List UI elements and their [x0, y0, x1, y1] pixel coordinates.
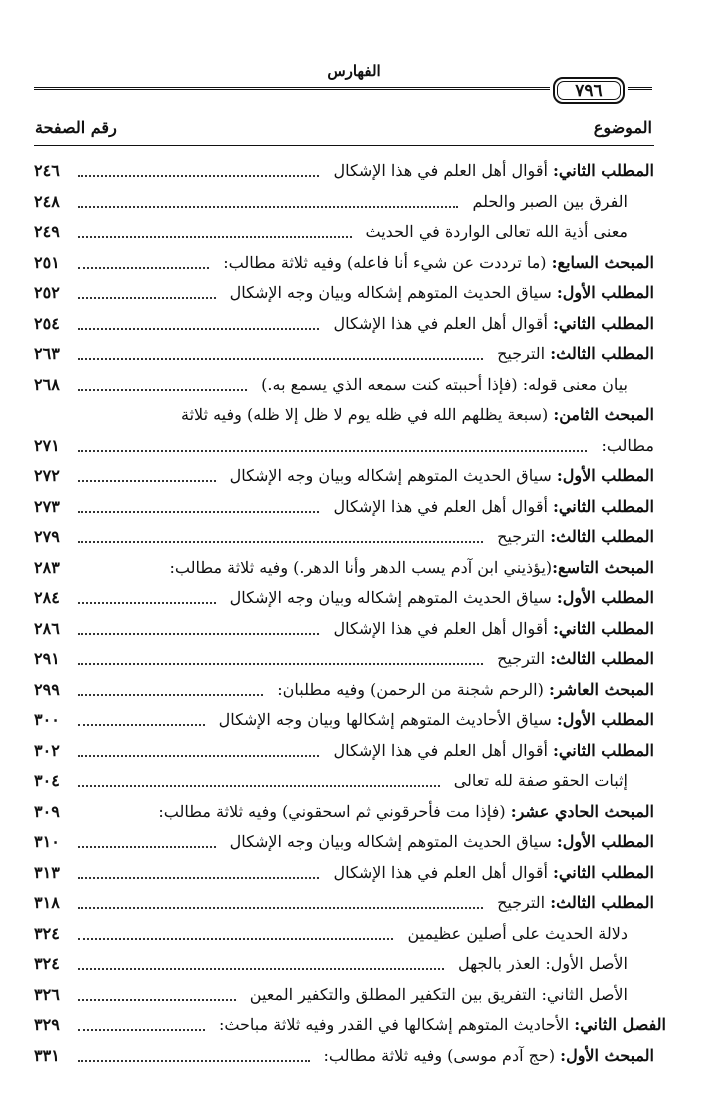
toc-entry-label: المطلب الثالث: [550, 527, 654, 546]
dot-leader [78, 480, 216, 482]
toc-entry [34, 309, 654, 339]
toc-entry-topic [327, 858, 654, 888]
toc-entry-page-number: ٣٠٩ [34, 801, 60, 821]
toc-entry-text: الفرق بين الصبر والحلم [472, 191, 628, 211]
dot-leader [78, 846, 216, 848]
dot-leader [78, 358, 483, 360]
toc-entry [34, 1010, 666, 1040]
dot-leader [78, 633, 319, 635]
toc-entry [34, 919, 654, 949]
toc-entry-label: المطلب الأول: [556, 466, 654, 485]
toc-entry-topic [271, 675, 654, 705]
toc-entry-topic [224, 827, 654, 857]
toc-entry-label: المطلب الثالث: [550, 344, 654, 363]
toc-entry-page-number: ٢٨٣ [34, 557, 60, 577]
toc-entry-text: الترجيح [497, 527, 551, 546]
toc-entry-page-number: ٣٠٤ [34, 771, 60, 790]
toc-entry-text: سياق الحديث المتوهم إشكاله وبيان وجه الإشكال [229, 832, 557, 851]
toc-entry-page-number: ٢٧١ [34, 435, 60, 455]
toc-entry-text: (حج آدم موسى) وفيه ثلاثة مطالب: [323, 1045, 561, 1065]
toc-entry-text: (ما ترددت عن شيء أنا فاعله) وفيه ثلاثة مطالب: [223, 252, 552, 272]
toc-entry-topic [327, 309, 654, 339]
toc-entry-page-number: ٢٧٢ [34, 466, 60, 485]
toc-entry [34, 461, 654, 491]
dot-leader [78, 755, 319, 757]
toc-entry-page-number: ٣٠٢ [34, 740, 60, 760]
column-header-page: رقم الصفحة [35, 118, 117, 137]
toc-entry-page-number: ٣١٣ [34, 862, 60, 882]
toc-entry-label: المطلب الثالث: [550, 649, 654, 668]
page-number: ٧٩٦ [575, 80, 603, 101]
dot-leader [78, 1060, 310, 1062]
toc-entry-page-number: ٣١٠ [34, 832, 60, 851]
toc-entry-label: المبحث الثامن: [553, 405, 654, 424]
dot-leader [78, 785, 440, 787]
dot-leader [78, 267, 209, 269]
toc-entry-label: المبحث التاسع: [552, 557, 654, 577]
toc-entry-page-number: ٢٩١ [34, 649, 60, 668]
toc-entry [34, 400, 654, 430]
toc-entry [34, 339, 654, 369]
dot-leader [78, 450, 587, 452]
dot-leader [78, 694, 263, 696]
dot-leader [78, 602, 216, 604]
toc-entry [34, 278, 654, 308]
toc-entry-text: (فإذا مت فأحرقوني ثم اسحقوني) وفيه ثلاثة مطالب: [158, 801, 511, 821]
header-rule [34, 87, 550, 90]
toc-entry [34, 248, 654, 278]
toc-entry-page-number: ٢٤٩ [34, 222, 60, 241]
toc-entry-text: دلالة الحديث على أصلين عظيمين [407, 923, 628, 943]
toc-entry [34, 522, 654, 552]
toc-entry [34, 766, 654, 796]
dot-leader [78, 511, 319, 513]
toc-entry-text: سياق الحديث المتوهم إشكاله وبيان وجه الإشكال [229, 466, 557, 485]
toc-entry [34, 1041, 654, 1071]
toc-entry-page-number: ٣٣١ [34, 1045, 60, 1065]
toc-entry-page-number: ٢٤٦ [34, 161, 60, 180]
toc-entry-topic [318, 1041, 654, 1071]
toc-entry-topic [224, 278, 654, 308]
toc-entry [34, 827, 654, 857]
toc-entry [34, 888, 654, 918]
toc-entry-page-number: ٢٨٤ [34, 588, 60, 607]
toc-entry-topic [595, 431, 654, 461]
dot-leader [78, 968, 444, 970]
toc-entry-text: سياق الأحاديث المتوهم إشكالها وبيان وجه الإشكال [218, 710, 557, 729]
toc-entry-page-number: ٣٠٠ [34, 710, 60, 729]
toc-entry-page-number: ٢٧٣ [34, 496, 60, 516]
column-header-topic: الموضوع [593, 118, 652, 137]
toc-entry-page-number: ٢٥٢ [34, 283, 60, 302]
toc-entry-page-number: ٣٢٤ [34, 954, 60, 973]
toc-entry-text: الأحاديث المتوهم إشكالها في القدر وفيه ثلاثة مباحث: [218, 1015, 575, 1034]
toc-entry-label: المطلب الثاني: [553, 313, 654, 333]
toc-entry-topic [491, 888, 654, 918]
toc-entry-page-number: ٢٥١ [34, 252, 60, 272]
toc-entry-label: المطلب الثاني: [553, 161, 654, 180]
toc-entry [34, 431, 654, 461]
toc-entry-topic [491, 644, 654, 674]
toc-entry-page-number: ٣٢٩ [34, 1015, 60, 1034]
toc-entry [34, 675, 654, 705]
toc-entry [34, 705, 654, 735]
toc-entry [34, 492, 654, 522]
toc-entry [34, 980, 654, 1010]
toc-entry-topic [224, 583, 654, 613]
dot-leader [78, 236, 352, 238]
toc-entry [34, 949, 654, 979]
toc-entry-topic [327, 614, 654, 644]
toc-entry-page-number: ٣٢٦ [34, 984, 60, 1004]
toc-entry-topic [244, 980, 654, 1010]
toc-entry-text: أقوال أهل العلم في هذا الإشكال [333, 496, 553, 516]
toc-entry [34, 644, 654, 674]
dot-leader [78, 206, 458, 208]
toc-entry [34, 797, 654, 827]
toc-entry-topic [401, 919, 654, 949]
toc-entry-text: سياق الحديث المتوهم إشكاله وبيان وجه الإشكال [229, 283, 557, 302]
toc-entry-label: الفصل الثاني: [574, 1015, 666, 1034]
toc-entry [34, 858, 654, 888]
toc-entry-page-number: ٢٦٣ [34, 344, 60, 363]
toc-entry-text: أقوال أهل العلم في هذا الإشكال [333, 862, 553, 882]
toc-entry-label: المطلب الأول: [556, 283, 654, 302]
toc-entry-topic [213, 1010, 666, 1040]
toc-entry-label: المطلب الثاني: [553, 740, 654, 760]
toc-entry-text: (سبعة يظلهم الله في ظله يوم لا ظل إلا ظله) وفيه ثلاثة [180, 405, 554, 424]
toc-entry-text: إثبات الحقو صفة لله تعالى [453, 771, 628, 790]
toc-entry-topic [217, 248, 654, 278]
toc-entry-topic [213, 705, 654, 735]
dot-leader [78, 877, 319, 879]
dot-leader [78, 999, 236, 1001]
toc-entry-label: المبحث الأول: [560, 1045, 654, 1065]
toc-entry-topic [152, 797, 654, 827]
toc-entry-page-number: ٣٢٤ [34, 923, 60, 943]
toc-entry-topic [466, 187, 654, 217]
toc-entry-label: المطلب الأول: [556, 588, 654, 607]
toc-entry-text: (الرحم شجنة من الرحمن) وفيه مطلبان: [277, 679, 549, 699]
toc-entry-topic [452, 949, 654, 979]
dot-leader [78, 297, 216, 299]
running-header-title: الفهارس [327, 62, 381, 80]
toc-entry-text: الترجيح [497, 344, 551, 363]
toc-entry [34, 187, 654, 217]
toc-entry-page-number: ٢٥٤ [34, 313, 60, 333]
dot-leader [78, 389, 247, 391]
toc-entry-text: أقوال أهل العلم في هذا الإشكال [333, 313, 553, 333]
toc-entry-label: المطلب الأول: [556, 832, 654, 851]
toc-entry [34, 736, 654, 766]
toc-entry-label: المبحث العاشر: [548, 679, 654, 699]
dot-leader [78, 541, 483, 543]
toc-entry-text: مطالب: [601, 435, 654, 455]
dot-leader [78, 175, 319, 177]
toc-entry [34, 553, 654, 583]
toc-entry-page-number: ٢٤٨ [34, 191, 60, 211]
toc-entry-topic [327, 492, 654, 522]
toc-entry-topic [175, 400, 654, 430]
toc-entry-topic [327, 736, 654, 766]
dot-leader [78, 1029, 205, 1031]
toc-entry-page-number: ٢٨٦ [34, 618, 60, 638]
toc-entry-label: المطلب الثاني: [553, 496, 654, 516]
toc-entry-topic [164, 553, 654, 583]
toc-entry-topic [327, 156, 654, 186]
toc-entry-text: أقوال أهل العلم في هذا الإشكال [333, 740, 553, 760]
toc-entry-label: المبحث السابع: [551, 252, 654, 272]
toc-entry-text: أقوال أهل العلم في هذا الإشكال [333, 618, 553, 638]
toc-entry-label: المطلب الثاني: [553, 862, 654, 882]
toc-entry-text: الأصل الأول: العذر بالجهل [457, 954, 628, 973]
toc-entry-topic [491, 339, 654, 369]
toc-entry-topic [448, 766, 654, 796]
toc-entry-page-number: ٢٧٩ [34, 527, 60, 546]
header-rule-right [628, 87, 652, 90]
toc-entry-label: المطلب الثاني: [553, 618, 654, 638]
dot-leader [78, 724, 205, 726]
toc-entry [34, 217, 654, 247]
dot-leader [78, 328, 319, 330]
toc-entry [34, 370, 654, 400]
toc-entry-topic [224, 461, 654, 491]
dot-leader [78, 938, 393, 940]
toc-entry-label: المبحث الحادي عشر: [510, 801, 654, 821]
toc-entry-text: سياق الحديث المتوهم إشكاله وبيان وجه الإشكال [229, 588, 557, 607]
toc-entry [34, 583, 654, 613]
toc-entry-label: المطلب الثالث: [550, 893, 654, 912]
toc-entry-text: بيان معنى قوله: (فإذا أحببته كنت سمعه الذي يسمع به.) [261, 374, 628, 394]
toc-entry-page-number: ٣١٨ [34, 893, 60, 912]
toc-entry-topic [491, 522, 654, 552]
toc-entry-label: المطلب الأول: [556, 710, 654, 729]
toc-entry-page-number: ٢٩٩ [34, 679, 60, 699]
toc-entry-text: الأصل الثاني: التفريق بين التكفير المطلق والتكفير المعين [249, 984, 628, 1004]
dot-leader [78, 663, 483, 665]
page-number-badge [553, 77, 625, 104]
toc-entry-topic [255, 370, 654, 400]
toc-entry-text: الترجيح [497, 893, 551, 912]
toc-entry [34, 614, 654, 644]
dot-leader [78, 907, 483, 909]
toc-entry-text: معنى أذية الله تعالى الواردة في الحديث [365, 222, 628, 241]
toc-entry-text: الترجيح [497, 649, 551, 668]
column-header-rule [34, 145, 654, 146]
toc-entry-topic [360, 217, 654, 247]
toc-entry-text: (يؤذيني ابن آدم يسب الدهر وأنا الدهر.) وفيه ثلاثة مطالب: [169, 557, 553, 577]
toc-entry [34, 156, 654, 186]
toc-entry-page-number: ٢٦٨ [34, 374, 60, 394]
toc-entry-text: أقوال أهل العلم في هذا الإشكال [333, 161, 553, 180]
